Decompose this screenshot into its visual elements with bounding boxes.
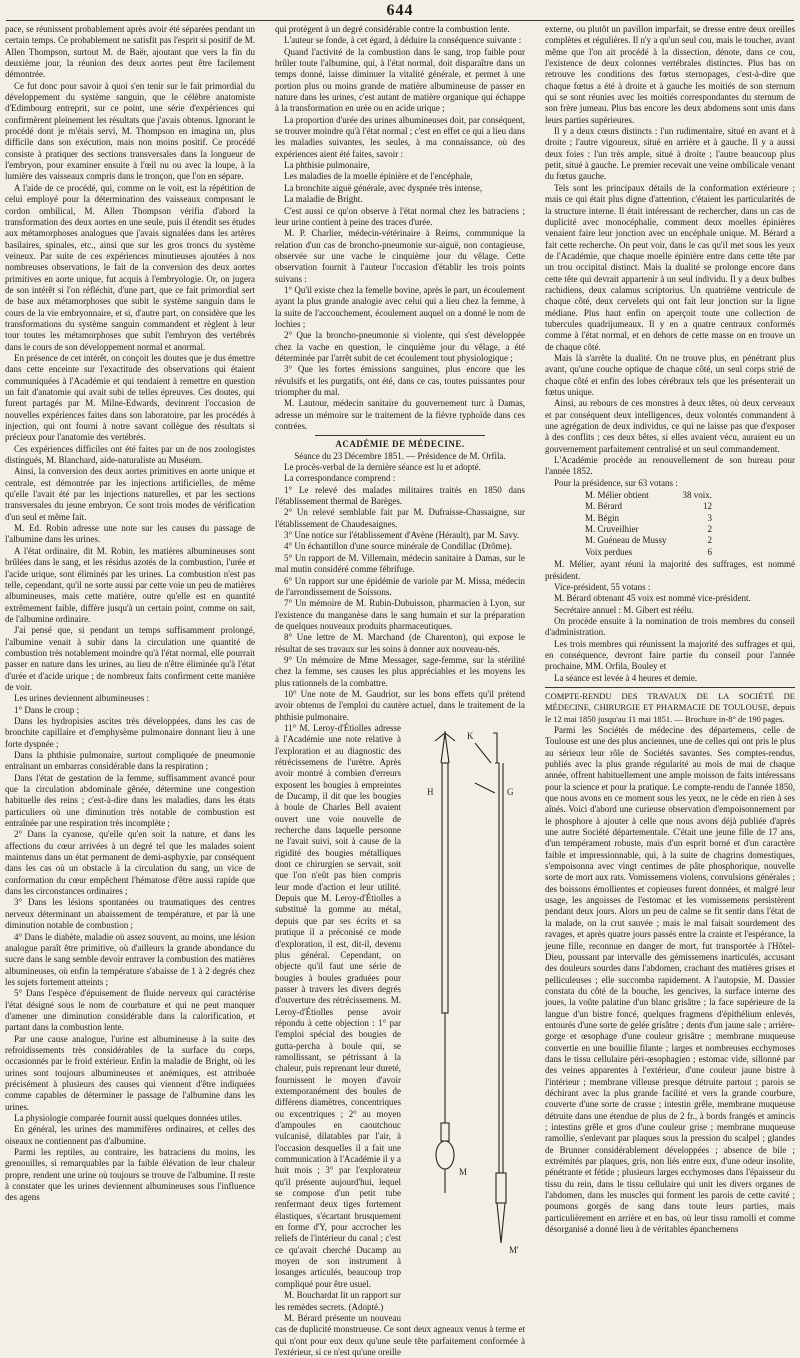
vote-name: M. Bérard <box>585 501 622 512</box>
vote-name: M. Bégin <box>585 512 620 523</box>
table-row <box>583 490 714 501</box>
list-item: 4° Dans le diabète, maladie où assez souvent, au moins, une lésion analogue paraît être primitive, où d'ailleurs la grande abondance du sucre dans le sang semble devoir entraver la combustion des matières albumineuses, où enfin la température s'abaisse de 1 à 2 degrés chez les sujets fortement atteints ; <box>5 931 255 987</box>
list-item: 6° Un rapport sur une épidémie de variole par M. Missa, médecin de l'arrondissement de Soissons. <box>275 575 525 597</box>
seance-line: Séance du 23 Décembre 1851. — Présidence de M. Orfila. <box>294 450 506 461</box>
figure-label-m: M <box>459 1166 468 1177</box>
list-item: 4° Un échantillon d'une source minérale de Condillac (Drôme). <box>284 541 512 552</box>
page-number: 644 <box>386 2 414 19</box>
vote-table <box>583 490 714 558</box>
paragraph: Les trois membres qui réunissent la majorité des suffrages et qui, en conséquence, devront faire partie du conseil pour l'année prochaine, MM. Orfila, Bouley et <box>545 638 795 672</box>
table-row <box>583 501 714 512</box>
list-item: 7° Un mémoire de M. Rubin-Dubuisson, pharmacien à Lyon, sur l'existence du manganèse dans le sang humain et sur la préparation de quelques nouveaux produits pharmaceutiques. <box>275 598 525 631</box>
list-item: 1° Le relevé des malades militaires traités en 1850 dans l'établissement thermal de Barèges. <box>275 484 525 507</box>
list-item: Dans la phthisie pulmonaire, surtout compliquée de pneumonie entraînant un embarras considérable dans la respiration ; <box>5 750 255 772</box>
paragraph: La correspondance comprend : <box>284 473 396 484</box>
paragraph: Ces expériences difficiles ont été faites par un de nos zoologistes distingués, M. Blanchard, aide-naturaliste au Muséum. <box>5 443 255 466</box>
list-item: La phthisie pulmonaire, <box>284 160 370 171</box>
paragraph: En présence de cet intérêt, on conçoit les doutes que je dus émettre dans cette enceinte sur l'exactitude des observations qui étaient communiquées à l'Académie et qui tendaient à remettre en question un fait d'anatomie qui avait subi de telles épreuves. Ces doutes, qui furent partagés par M. Milne-Edwards, devinrent l'occasion de nouvelles expériences faites dans son laboratoire, par les procédés à injection, qui ont fourni à notre savant collègue des résultats si précieux pour l'anatomie des vertébrés. <box>5 352 255 443</box>
paragraph: A l'aide de ce procédé, qui, comme on le voit, est la répétition de celui employé pour la détermination des vaisseaux composant le cordon ombilical, M. Allen Thompson vérifia d'abord la transformation des deux aortes en une seule, puis il étendit ses études aux métamorphoses analogues que j'avais signalées dans les artères basilaires, spinales, etc., ainsi que sur les gros troncs du système veineux. Par suite de ces expériences minutieuses ajoutées à nos nombreuses observations, le fait de la conversion des deux aortes primitives en aorte unique, fut acquis à l'embryologie. Or, on jugera de son intérêt si l'on réfléchit, d'une part, que ce fait primordial sert de base aux métamorphoses que subit le système sanguin dans le cours de la vie embryonnaire, et si, d'autre part, on considère que les transformations du système sanguin commandent et règlent à leur tour toutes les métamorphoses que subit l'embryon des vertébrés dans le cours de son développement normal et anormal. <box>5 182 255 352</box>
vote-name: Voix perdues <box>585 546 633 557</box>
paragraph: M. Bérard présente un nouveau cas de duplicité monstrueuse. Ce sont deux agneaux venus à terme et qui n'ont pour eux deux qu'une seule tête parfaitement conformée à l'extérieur, si ce n'est qu'une oreille <box>275 1312 525 1357</box>
list-item: 5° Dans l'espèce d'épuisement de fluide nerveux qui caractérise l'état désigné sous le nom de courbature et qui ne peut manquer d'amener une diminution considérable dans la calorification, et partant dans la combustion lente. <box>5 988 255 1033</box>
paragraph: Tels sont les principaux détails de la conformation extérieure ; mais ce qui était plus digne d'attention, c'étaient les particularités de la structure interne. Il était intéressant de rechercher, dans un cas de duplicité avec monocéphalie, comment deux moelles épinières venaient faire leur jonction avec un encéphale unique. M. Bérard a fait cette recherche. On peut voir, dans le cas qu'il met sous les yeux de l'Académie, que chaque moelle épinière entre dans cette tête par un trou occipital distinct. Mais la dualité se prolonge encore dans cette tête qui devrait appartenir à un seul individu. Il y a deux bulbes rachidiens, deux calamus scriptorius. Un quatrième ventricule de chaque côté, deux cervelets qui ont fait leur jonction sur la ligne médiane. Plus haut enfin on aperçoit toute une collection de tubercules quadrijumeaux. Il y en a quatre centraux conformés comme à l'état normal, et en dehors de cette masse on en trouve un de chaque côté. <box>545 182 795 352</box>
figure-label-k: K <box>467 730 474 741</box>
paragraph: Parmi les Sociétés de médecine des départemens, celle de Toulouse est une des plus anciennes, une de celles qui ont pris le plus au sérieux leur rôle de Sociétés savantes. Ses comptes-rendus, publiés avec la plus grande régularité au mois de mai de chaque année, offrent habituellement une ample moisson de faits intéressans pour la science et pour la pratique. Le compte-rendu de l'année 1850, que nous avons en ce moment sous les yeux, ne le cède en rien à ses aînés. Voici d'abord une curieuse observation d'empoisonnement par le phosphore à ajouter à celle que nous avons déjà publiée d'après une autre Société départementale. C'était une jeune fille de 17 ans, d'un tempérament robuste, mais d'un esprit borné et d'un caractère faible et impressionnable, qui, à la suite de chagrins domestiques, s'empoisonna avec vingt centimes de pâte phosphorique, nouvelle sorte de mort aux rats. Vomissemens violens, convulsions générales ; des boissons émollientes et copieuses furent données, et malgré leur usage, les angoisses de l'estomac et les vomissemens persistèrent pendant deux jours. Alors un peu de calme se fit sentir dans l'état de la malade, on la crut sauvée ; mais le mal faisait sourdement des ravages, et après quatre jours passés entre la crainte et l'espérance, la jeune fille, reconnue en danger de mort, fut transportée à l'Hôtel-Dieu, poussant par intervalle des gémissemens inarticulés, accusant des douleurs sourdes dans l'abdomen, crachant des matières grises et pelliculeuses ; elle succomba rapidement. A l'autopsie, M. Dassier constata du côté de la bouche, les gencives, la surface interne des joues, la voûte palatine d'un blanc grisâtre ; la face supérieure de la langue d'un bistre foncé, quelques fragmens d'épithélium enlevés, entourés d'une sorte de gelée grisâtre ; dents d'un jaune sale ; arrière-gorge et œsophage d'une couleur grisâtre ; membrane muqueuse convertie en une bouillie filante ; larges et nombreuses ecchymoses dans le tissu cellulaire péri-œsophagien ; estomac vide, sillonné par des veines apparentes à l'extérieur, d'une couleur jaune bistre à l'intérieur ; membrane villeuse presque détruite partout ; parois se déchirant avec la plus grande facilité et vers la grande courbure, couverte d'une sorte de crasse ; intestin grêle, membrane muqueuse détruite dans une étendue de plus de 2 fr., à bords frangés et amincis ; intestins grêle et gros d'une couleur grise ; membrane muqueuse ramollie, s'enlevant par plaques sous la pression du scalpel ; glandes de Brunner considérablement développées ; absence de bile ; extrémités par plaques, gris, non liés entre eux, d'une odeur insolite, pénétrante et fétide ; plusieurs larges ecchymoses dans l'épaisseur du tissu du rein, dans le tissu cellulaire qui unit les divers organes de l'abdomen, dans les muscles qui forment les parois de cette cavité ; poumons gorgés de sang dans toute leurs parties, mais particulièrement en arrière et en bas, où leur tissu ramolli et comme désorganisé a donné lieu à de véritables épanchemens <box>545 724 795 1235</box>
vote-count: 2 <box>707 535 713 546</box>
paragraph: Il y a deux cœurs distincts : l'un rudimentaire, situé en avant et à droite ; l'autre vigoureux, situé en arrière et à gauche. Il y a aussi deux foies : l'un très ample, situé à droite ; l'autre beaucoup plus petit, situé à gauche. Le premier recevait une veine ombilicale venant du fœtus gauche. <box>545 126 795 182</box>
paragraph: C'est aussi ce qu'on observe à l'état normal chez les batraciens ; leur urine contient à peine des traces d'urée. <box>275 205 525 227</box>
column-3 <box>545 24 795 1235</box>
paragraph: M. Bouchardat lit un rapport sur les remèdes secrets. (Adopté.) <box>275 1290 401 1312</box>
paragraph: La séance est levée à 4 heures et demie. <box>554 672 698 683</box>
list-item: La bronchite aiguë générale, avec dyspnée très intense, <box>284 182 483 193</box>
paragraph: Ainsi, la conversion des deux aortes primitives en aorte unique et centrale, est démontrée par les injections artificielles, de même qu'elle l'avait été par les injections naturelles, et par les sections transversales du jeune embryon. Ce sont trois modes de vérification d'un seul et même fait. <box>5 466 255 522</box>
paragraph: externe, ou plutôt un pavillon imparfait, se dresse entre deux oreilles complètes et régulières. Il n'y a qu'un seul cou, mais le toucher, avant même que l'on ait procédé à la dissection, dénote, dans ce cou, l'existence de deux colonnes vertébrales distinctes. Plus bas on retrouve les conditions des fœtus sternopages, c'est-à-dire que chaque fœtus a été à droite et à gauche les moitiés de son sternum qui se sont réunies avec les moitiés correspondantes du sternum de son frère jumeau. Plus bas encore les deux abdomens sont unis dans leurs parties supérieures. <box>545 24 795 125</box>
list-item: 3° Dans les lésions spontanées ou traumatiques des centres nerveux déterminant un abaissement de température, et par là une diminution notable de combustion ; <box>5 897 255 931</box>
paragraph: L'auteur se fonde, à cet égard, à déduire la conséquence suivante : <box>284 35 522 46</box>
paragraph: A l'état ordinaire, dit M. Robin, les matières albumineuses sont brûlées dans le sang, et les résidus azotés de la combustion, l'urée et l'acide urique, sont éliminés par les urines. La combustion n'est pas telle, cependant, qu'il ne sorte aussi par cette voie un peu de matières albumineuses, mais cette matière, outre qu'elle est en quantité extrêmement faible, diffère jusqu'à un certain point, comme on sait, de l'albumine ordinaire. <box>5 545 255 624</box>
urethral-explorer-figure <box>405 723 525 1315</box>
list-item: 5° Un rapport de M. Villemain, médecin sanitaire à Damas, sur le mal mutin considéré comme fébrifuge. <box>275 552 525 575</box>
paragraph: Le procès-verbal de la dernière séance est lu et adopté. <box>284 462 481 473</box>
paragraph: Par une cause analogue, l'urine est albumineuse à la suite des refroidissements très considérables de la surface du corps, occasionnés par le froid extérieur. Enfin la maladie de Bright, où les urines sont toujours albumineuses et anémiques, est attribuée précisément à plusieurs des causes qui viennent d'être indiquées comme capables de déterminer le passage de l'albumine dans les urines. <box>5 1033 255 1112</box>
list-item: 2° Que la broncho-pneumonie si violente, qui s'est développée chez la vache en question, le cinquième jour du vêlage, a été déterminée par l'arrêt subit de cet écoulement tout physiologique ; <box>275 330 525 363</box>
paragraph: Parmi les reptiles, au contraire, les batraciens du moins, les grenouilles, si remarquables par la faible élévation de leur chaleur propre, rendent une urine où toujours se trouve de l'albumine. Il reste à constater que les urines deviennent albumineuses sous l'influence des agens <box>5 1147 255 1203</box>
vote-name: M. Mélier obtient <box>585 490 649 501</box>
paragraph: M. P. Charlier, médecin-vétérinaire à Reims, communique la relation d'un cas de broncho-pneumonie sur-aiguë, non contagieuse, observée sur une vache le cinquième jour du vêlage. Cette observation fournit à l'auteur l'occasion d'établir les trois points suivans : <box>275 228 525 284</box>
vote-name: M. Cruveilhier <box>585 524 639 535</box>
list-item: La maladie de Bright. <box>284 194 363 205</box>
list-item: 3° Une notice sur l'établissement d'Avène (Hérault), par M. Savy. <box>284 530 520 541</box>
paragraph: M. Mélier, ayant réuni la majorité des suffrages, est nommé président. <box>545 559 795 581</box>
section-title-academie: ACADÉMIE DE MÉDECINE. <box>335 439 465 450</box>
list-item: 10° Une note de M. Gaudriot, sur les bons effets qu'il prétend avoir obtenus de l'emploi du cautère actuel, dans le traitement de la phthisie pulmonaire. <box>275 688 525 722</box>
paragraph: La proportion d'urée des urines albumineuses doit, par conséquent, se trouver moindre qu'à l'état normal ; c'est en effet ce qui a lieu dans les maladies suivantes, les seules, à ma connaissance, où des expériences aient été faites, savoir : <box>275 114 525 159</box>
section-rule <box>315 435 485 436</box>
figure-label-g: G <box>507 786 514 797</box>
list-item: 3° Que les fortes émissions sanguines, plus encore que les révulsifs et les purgatifs, ont été, dans ce cas, toutes puissantes pour triompher du mal. <box>275 364 525 397</box>
list-item: 1° Dans le croup ; <box>14 704 80 715</box>
paragraph: qui protègent à un degré considérable contre la combustion lente. <box>275 24 510 34</box>
section-title-compte-rendu: COMPTE-RENDU DES TRAVAUX DE LA SOCIÉTÉ DE MÉDECINE, CHIRURGIE ET PHARMACIE DE TOULOUSE, depuis le 12 mai 1850 jusqu'au 11 mai 1851. — Brochure in-8° de 190 pages. <box>545 690 795 724</box>
paragraph: Pour la présidence, sur 63 votans : <box>554 477 678 488</box>
list-item: 1° Qu'il existe chez la femelle bovine, après le part, un écoulement ayant la plus grande analogie avec celui qui a lieu chez la femme, à la suite de l'accouchement, écoulement auquel on a donné le nom de lochies ; <box>275 284 525 329</box>
paragraph: pace, se réunissent probablement après avoir été séparées pendant un certain temps. Ce probablement ne satisfit pas l'esprit si positif de M. Allen Thompson, surtout M. de Baër, ajoutant que vers la fin du deuxième jour, la réunion des deux aortes peut être facilement démontrée. <box>5 24 255 80</box>
vote-count: 38 voix. <box>682 490 713 501</box>
vote-count: 6 <box>707 546 713 557</box>
paragraph: Ce fut donc pour savoir à quoi s'en tenir sur le fait primordial du développement du système sanguin, que le célèbre anatomiste d'Edimbourg entreprit, sur ce point, une série d'expériences qui confirmèrent pleinement les résultats que j'avais obtenus. Ignorant le procédé dont je m'étais servi, M. Thompson en imagina un, plus difficile dans son exécution, mais non moins positif. Ce procédé consiste à pratiquer des sections transversales dans la longueur de l'embryon, pour examiner ensuite à l'œil nu ou avec la loupe, à la lumière des vaisseaux compris dans le tronçon, que l'on en sépare. <box>5 80 255 182</box>
column-2 <box>275 24 525 1357</box>
list-item: Les maladies de la moelle épinière et de l'encéphale, <box>284 171 473 182</box>
table-row <box>583 547 714 558</box>
paragraph: J'ai pensé que, si pendant un temps suffisamment prolongé, l'albumine venait à subir dans la circulation une quantité de combustion très notablement moindre qu'à l'état normal, elle pourrait passer en nature dans les urines, au lieu de n'être éliminée qu'à l'état d'urée et d'acide urique ; de nombreux faits confirment cette manière de voir. <box>5 625 255 692</box>
paragraph: On procède ensuite à la nomination de trois membres du conseil d'administration. <box>545 615 795 638</box>
list-item: 9° Un mémoire de Mme Messager, sage-femme, sur la stérilité chez la femme, ses causes les plus appréciables et les moyens les plus rationnels de la combattre. <box>275 654 525 688</box>
paragraph: La physiologie comparée fournit aussi quelques données utiles. <box>14 1113 242 1123</box>
paragraph: 11° M. Leroy-d'Étiolles adresse à l'Académie une note relative à l'exploration et au diagnostic des rétrécissemens de l'urètre. Après avoir montré à combien d'erreurs exposent les bougies à empreintes de Ducamp, il dit que les bougies à boule de Charles Bell avaient ouvert une voie nouvelle de recherche dans laquelle personne ne l'avait suivi, soit à cause de la rigidité des bougies métalliques dont ce chirurgien se servait, soit que l'on n'eût pas bien compris leur mode d'action et leur utilité. Depuis que M. Leroy-d'Étiolles a substitué la gomme au métal, depuis que par ses écrits et sa pratique il a préconisé ce mode d'exploration, il est, dit-il, devenu plus général. Cependant, on objecte qu'il faut une série de bougies à boules graduées pour passer à travers les divers degrés d'ouverture des rétrécissemens. M. Leroy-d'Étiolles pense avoir répondu à cette objection : 1° par l'emploi spécial des bougies de gutta-percha à boule qui, se ramollissant, se pétrissant à la chaleur, puis reprenant leur dureté, fournissent le moyen d'avoir extemporanément des boules de différens diamètres, concentriques ou excentriques ; 2° au moyen d'ampoules en caoutchouc vulcanisé, dilatables par l'air, à l'occasion desquelles il a fait une communication à l'Académie il y a huit mois ; 3° par l'explorateur qu'il présente aujourd'hui, lequel se compose d'un petit tube renfermant deux tiges fortement élastiques, s'écartant brusquement en forme d'Y, pour accrocher les reliefs de l'intérieur du canal ; c'est ce qu'avait cherché Ducamp au moyen de son instrument à losanges articulés, beaucoup trop compliqué pour être usuel. <box>275 722 401 1289</box>
list-item: 8° Une lettre de M. Marchand (de Charenton), qui expose le résultat de ses travaux sur les soins à donner aux nouveau-nés. <box>275 632 525 654</box>
vote-count: 3 <box>707 512 713 523</box>
paragraph: En général, les urines des mammifères ordinaires, et celles des oiseaux ne contiennent pas d'albumine. <box>5 1124 255 1146</box>
table-row <box>583 513 714 524</box>
column-1 <box>5 24 255 1203</box>
paragraph: M. Bérard obtenant 45 voix est nommé vice-président. <box>554 593 751 604</box>
vote-name: M. Guéneau de Mussy <box>585 535 667 546</box>
list-item: Dans l'état de gestation de la femme, suffisamment avancé pour que la circulation abdominale gênée, détermine une congestion habituelle des reins ; c'est-à-dire dans les maladies, dans les états particuliers où une diminution très notable de combustion est entraînée par une respiration très incomplète ; <box>5 772 255 829</box>
figure-label-h: H <box>427 786 434 797</box>
paragraph: Mais là s'arrête la dualité. On ne trouve plus, en pénétrant plus avant, qu'une couche optique de chaque côté, un seul corps strié de chaque côté et enfin des lobes cérébraux tels que les présenterait un fœtus unique. <box>545 352 795 397</box>
paragraph: Vice-président, 55 votans : <box>554 581 651 592</box>
paragraph: Ainsi, au rebours de ces monstres à deux têtes, où deux cerveaux et par conséquent deux intelligences, deux volontés commandent à une agrégation de deux individus, ce qui ne laisse pas que d'exposer à des conflits ; ces deux bêtes, si elles avaient vécu, auraient eu un gouvernement parfaitement centralisé et un seul commandement. <box>545 398 795 454</box>
paragraph: M. Lautour, médecin sanitaire du gouvernement turc à Damas, adresse un mémoire sur le traitement de la fièvre typhoïde dans ces contrées. <box>275 398 525 432</box>
paragraph: Secrétaire annuel : M. Gibert est réélu. <box>554 604 694 615</box>
vote-count: 12 <box>703 501 713 512</box>
figure-label-m-prime: M' <box>509 1244 519 1255</box>
vote-count: 2 <box>707 524 713 535</box>
paragraph: L'Académie procède au renouvellement de son bureau pour l'année 1852. <box>545 455 795 477</box>
table-row <box>583 535 714 546</box>
paragraph: Les urines deviennent albumineuses : <box>14 693 149 704</box>
list-item: 2° Dans la cyanose, qu'elle qu'en soit la nature, et dans les affections du cœur arrivées à un degré tel que les malades soient maintenus dans un état permanent de demi-asphyxie, par conséquent dans les cas où un obstacle à la circulation du sang, un vice de conformation du cœur empêchent l'hématose d'être aussi rapide que dans les circonstances ordinaires ; <box>5 829 255 897</box>
table-row <box>583 524 714 535</box>
list-item: Dans les hydropisies ascites très développées, dans les cas de bronchite capillaire et d'emphysème pulmonaire donnant lieu à une forte dyspnée ; <box>5 715 255 749</box>
header-rule <box>6 20 794 21</box>
list-item: 2° Un relevé semblable fait par M. Dufraisse-Chassaigne, sur l'établissement de Chaudesaignes. <box>275 507 525 529</box>
paragraph: Quand l'activité de la combustion dans le sang, trop faible pour brûler toute l'albumine, qui, à l'état normal, doit disparaître dans un temps donné, laisse diminuer la vitalité générale, et permet à une portion plus ou moins grande de matière albumineuse de passer en nature dans les urines, c'est autant de matière organique qui échappe à la transformation en urée ou en acide urique ; <box>275 46 525 114</box>
section-rule <box>545 687 795 688</box>
paragraph: M. Ed. Robin adresse une note sur les causes du passage de l'albumine dans les urines. <box>5 523 255 545</box>
